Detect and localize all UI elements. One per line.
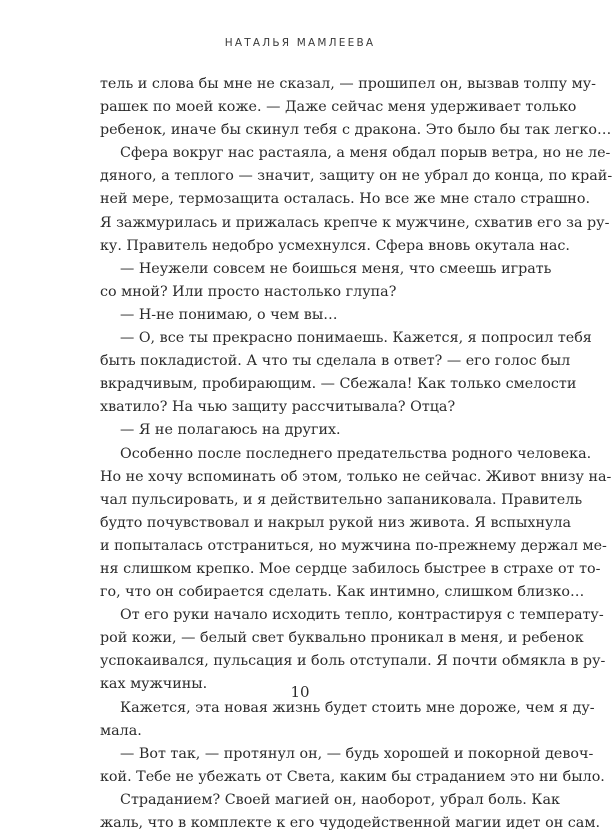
text-line: будто почувствовал и накрыл рукой низ живота. Я вспыхнула bbox=[100, 514, 572, 531]
text-line: — Неужели совсем не боишься меня, что смеешь играть bbox=[120, 260, 552, 277]
page-number: 10 bbox=[290, 683, 310, 701]
text-line: жаль, что в комплекте к его чудодейственной магии идет он сам. bbox=[100, 815, 601, 831]
text-line: ней мере, термозащита осталась. Но все же мне стало страшно. bbox=[100, 191, 590, 208]
text-line: ребенок, иначе бы скинул тебя с дракона. Это было бы так легко… bbox=[100, 122, 612, 139]
text-line: успокаивался, пульсация и боль отступали. Я почти обмякла в ру- bbox=[100, 653, 606, 670]
body-text bbox=[100, 73, 612, 835]
text-line: быть покладистой. А что ты сделала в ответ? — его голос был bbox=[100, 353, 571, 370]
text-line: ках мужчины. bbox=[100, 676, 208, 693]
text-line: — О, все ты прекрасно понимаешь. Кажется, я попросил тебя bbox=[120, 330, 592, 347]
text-line: вкрадчивым, пробирающим. — Сбежала! Как только смелости bbox=[100, 376, 577, 393]
text-line: го, что он собирается сделать. Как интимно, слишком близко… bbox=[100, 584, 585, 601]
text-line: чал пульсировать, и я действительно запаниковала. Правитель bbox=[100, 491, 583, 508]
text-line: Страданием? Своей магией он, наоборот, убрал боль. Как bbox=[120, 791, 560, 808]
text-line: Особенно после последнего предательства родного человека. bbox=[120, 445, 592, 462]
text-line: Кажется, эта новая жизнь будет стоить мне дороже, чем я ду- bbox=[120, 699, 595, 716]
text-line: ня слишком крепко. Мое сердце забилось быстрее в страхе от то- bbox=[100, 560, 601, 577]
text-line: Сфера вокруг нас растаяла, а меня обдал порыв ветра, но не ле- bbox=[120, 145, 611, 162]
text-line: и попыталась отстраниться, но мужчина по-прежнему держал ме- bbox=[100, 537, 607, 554]
text-line: — Н-не понимаю, о чем вы… bbox=[120, 306, 338, 323]
text-line: рой кожи, — белый свет буквально проникал в меня, и ребенок bbox=[100, 630, 584, 647]
text-line: кой. Тебе не убежать от Света, каким бы страданием это ни было. bbox=[100, 768, 605, 785]
text-line: дяного, а теплого — значит, защиту он не убрал до конца, по край- bbox=[100, 168, 612, 185]
text-line: — Я не полагаюсь на других. bbox=[120, 422, 341, 439]
text-line: ку. Правитель недобро усмехнулся. Сфера вновь окутала нас. bbox=[100, 237, 570, 254]
text-line: — Вот так, — протянул он, — будь хорошей и покорной девоч- bbox=[120, 745, 594, 762]
text-line: со мной? Или просто настолько глупа? bbox=[100, 283, 397, 300]
text-line: мала. bbox=[100, 722, 142, 739]
running-head-author: НАТАЛЬЯ МАМЛЕЕВА bbox=[224, 37, 376, 49]
text-line: рашек по моей коже. — Даже сейчас меня удерживает только bbox=[100, 99, 577, 116]
text-line: Я зажмурилась и прижалась крепче к мужчине, схватив его за ру- bbox=[100, 214, 610, 231]
text-line: От его руки начало исходить тепло, контрастируя с температу- bbox=[120, 607, 604, 624]
text-line: тель и слова бы мне не сказал, — прошипел он, вызвав толпу му- bbox=[100, 76, 596, 92]
text-line: Но не хочу вспоминать об этом, только не сейчас. Живот внизу на- bbox=[100, 468, 612, 485]
text-line: хватило? На чью защиту рассчитывала? Отца? bbox=[100, 399, 456, 416]
